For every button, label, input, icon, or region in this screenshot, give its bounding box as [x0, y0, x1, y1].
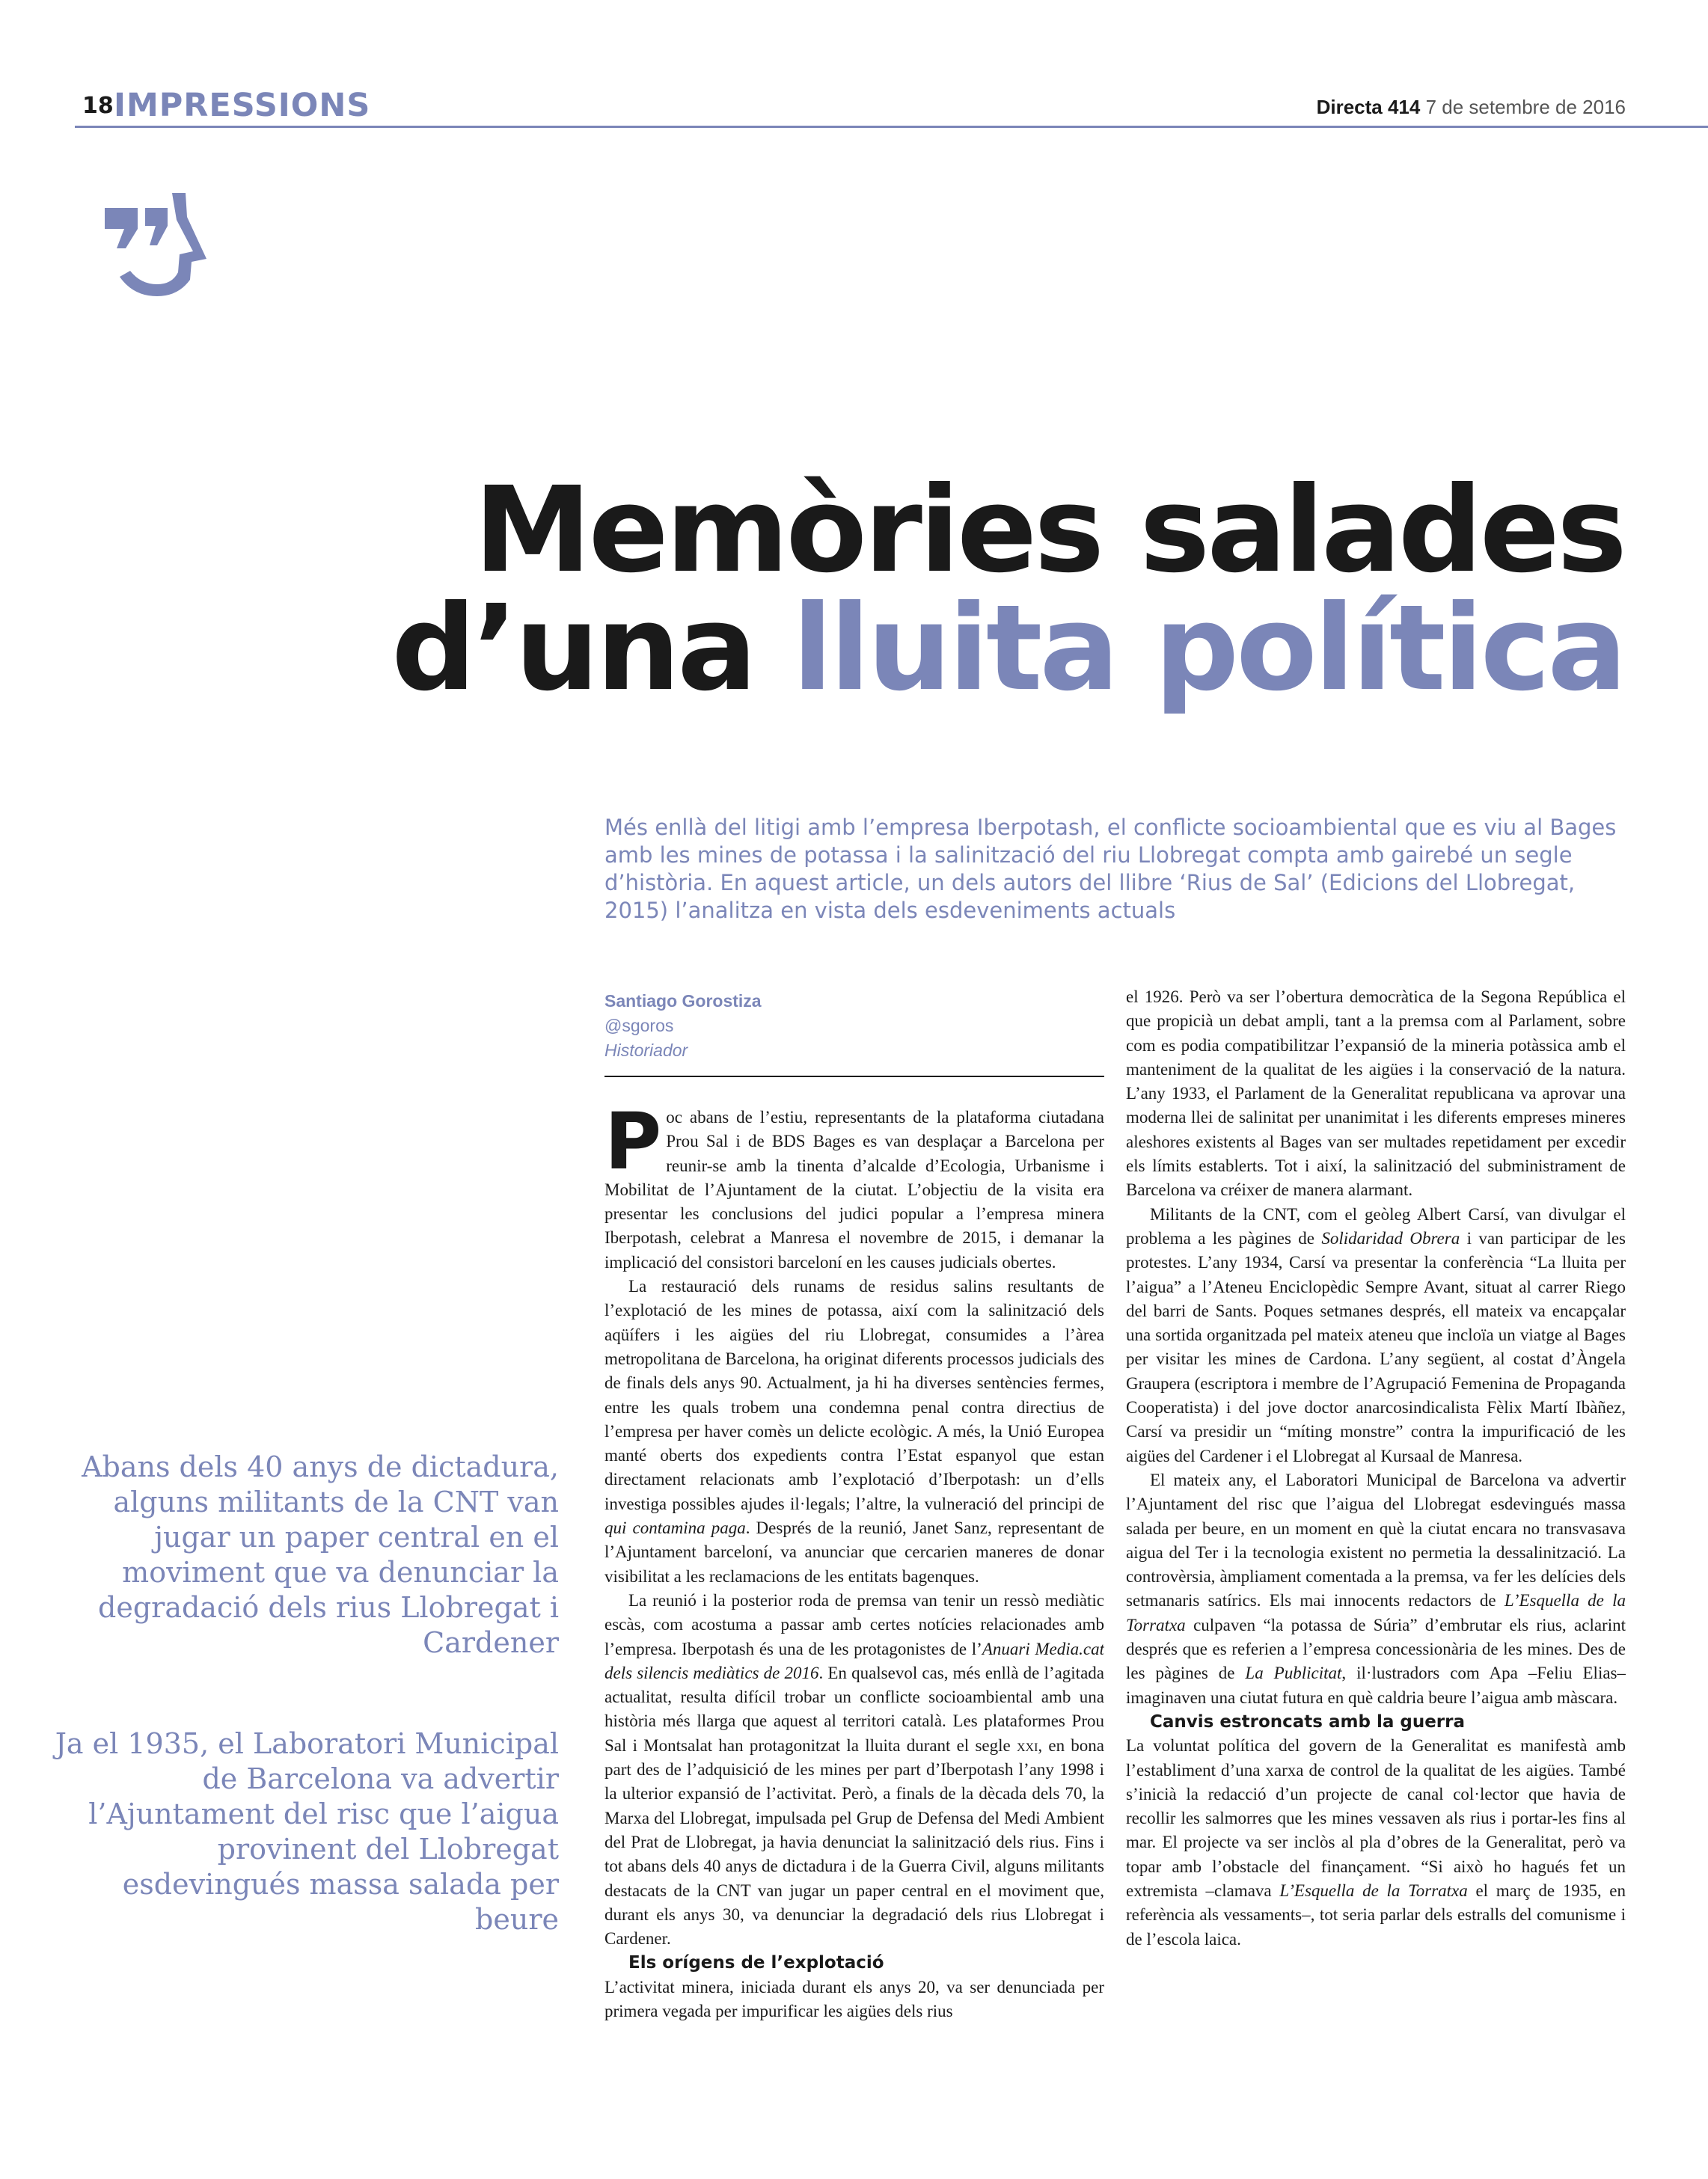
issue-number: Directa 414 [1316, 96, 1421, 118]
author-role: Historiador [604, 1041, 688, 1060]
header-rule [75, 126, 1708, 128]
headline-line-2 [391, 580, 1624, 717]
pullquote: Ja el 1935, el Laboratori Municipal de Barcelona va advertir l’Ajuntament del risc que l’aigua provinent del Llobregat esdevingués massa salada per beure [55, 1727, 559, 1936]
body-paragraph: Poc abans de l’estiu, representants de la plataforma ciutadana Prou Sal i de BDS Bages es van desplaçar a Barcelona per reunir-se amb la tinenta d’alcalde d’Ecologia, Urbanisme i Mobilitat de l’Ajuntament de la ciutat. L’objectiu de la visita era presentar les conclusions del judici popular a l’empresa minera Iberpotash, celebrat a Manresa el novembre de 2015, i demanar la implicació del consistori barceloní en les causes judicials obertes. [604, 1106, 1104, 1272]
author-name: Santiago Gorostiza [604, 991, 762, 1011]
section-title: IMPRESSIONS [114, 87, 371, 124]
standfirst: Més enllà del litigi amb l’empresa Iberpotash, el conflicte socioambiental que es viu al Bages amb les mines de potassa i la salinització del riu Llobregat compta amb gairebé un segle d’història. En aquest article, un dels autors del llibre ‘Rius de Sal’ (Edicions del Llobregat, 2015) l’analitza en vista dels esdeveniments actuals [604, 815, 1617, 923]
body-column-1 [604, 1106, 1104, 2153]
byline-rule [604, 1076, 1104, 1077]
byline [604, 989, 1104, 1063]
subheading: Canvis estroncats amb la guerra [1150, 1711, 1466, 1732]
headline-line-1: Memòries salades [474, 462, 1624, 599]
body-paragraph: El mateix any, el Laboratori Municipal de Barcelona va advertir l’Ajuntament del risc que l’aigua del Llobregat esdevingués massa salada per beure, en un moment en què la ciutat encara no transvasava aigua del Ter i la tecnologia existent no permetia la dessalinització. La controvèrsia, àmpliament comentada a la premsa, va fer les delícies dels setmanaris satírics. Els mai innocents redactors de L’Esquella de la Torratxa culpaven “la potassa de Súria” d’embrutar els rius, aclarint després que es referien a l’empresa concessionària de les mines. Des de les pàgines de La Publicitat, il·lustradors com Apa –Feliu Elias– imaginaven una ciutat futura en què caldria beure l’aigua amb màscara. [1126, 1470, 1626, 1707]
body-column-2 [1126, 985, 1626, 2107]
body-paragraph: Militants de la CNT, com el geòleg Albert Carsí, van divulgar el problema a les pàgines de Solidaridad Obrera i van participar de les protestes. L’any 1934, Carsí va presentar la conferència “La lluita per l’aigua” a l’Ateneu Enciclopèdic Sempre Avant, situat al carrer Riego del barri de Sants. Poques setmanes després, ell mateix va encapçalar una sortida organitzada pel mateix ateneu que incloïa un viatge al Bages per visitar les mines de Cardona. L’any següent, al costat d’Àngela Graupera (escriptora i membre de l’Agrupació Femenina de Propaganda Cooperatista) i del jove doctor anarcosindicalista Fèlix Martí Ibàñez, Carsí va presidir un “míting monstre” contra la impurificació de les aigües del Cardener i el Llobregat al Kursaal de Manresa. [1126, 1204, 1626, 1465]
body-paragraph: el 1926. Però va ser l’obertura democràtica de la Segona República el que propicià un debat ampli, tant a la premsa com al Parlament, sobre com es podia compatibilitzar l’expansió de la mineria potàssica amb el manteniment de la qualitat de les aigües i la conservació de la natura. L’any 1933, el Parlament de la Generalitat republicana va aprovar una moderna llei de salinitat per unanimitat i les diferents empreses mineres aleshores existents al Bages van ser multades repetidament per excedir els límits establerts. Tot i així, la salinització del subministrament de Barcelona va créixer de manera alarmant. [1126, 987, 1626, 1200]
headline-line-2-start: d’una [391, 580, 754, 717]
page-number: 18 [82, 93, 114, 119]
headline-accent: lluita política [792, 580, 1624, 717]
body-paragraph: La reunió i la posterior roda de premsa van tenir un ressò mediàtic escàs, com acostuma a passar amb certes notícies relacionades amb l’empresa. Iberpotash és una de les protagonistes de l’Anuari Media.cat dels silencis mediàtics de 2016. En qualsevol cas, més enllà de l’agitada actualitat, resulta difícil trobar un conflicte socioambiental amb una història més llarga que aquest al territori català. Les plataformes Prou Sal i Montsalat han protagonitzat la lluita durant el segle xxi, en bona part des de l’adquisició de les mines per part d’Iberpotash l’any 1998 i la ulterior expansió de l’activitat. Però, a finals de la dècada dels 70, la Marxa del Llobregat, impulsada pel Grup de Defensa del Medi Ambient del Prat de Llobregat, ja havia denunciat la salinització dels rius. Fins i tot abans dels 40 anys de dictadura i de la Guerra Civil, alguns militants destacats de la CNT van jugar un paper central en el moviment que, durant els anys 30, va denunciar la degradació dels rius Llobregat i Cardener. [604, 1590, 1104, 1949]
body-paragraph: L’activitat minera, iniciada durant els anys 20, va ser denunciada per primera vegada per impurificar les aigües dels rius [604, 1977, 1104, 2020]
page-header [0, 0, 1708, 135]
body-paragraph: La restauració dels runams de residus salins resultants de l’explotació de les mines de potassa, així com la salinització dels aqüífers i les aigües del riu Llobregat, consumides a l’àrea metropolitana de Barcelona, ha originat diferents processos judicials des de finals dels anys 90. Actualment, ja hi ha diverses sentències fermes, entre les quals trobem una condemna penal contra directius de l’empresa per haver comès un delicte ecològic. A més, la Unió Europea manté oberts dos expedients contra l’Estat espanyol que estan directament relacionats amb l’explotació d’Iberpotash: un d’ells investiga possibles ajudes il·legals; l’altre, la vulneració del principi de qui contamina paga. Després de la reunió, Janet Sanz, representant de l’Ajuntament barceloní, va anunciar que cercarien maneres de donar visibilitat a les reclamacions de les entitats bagenques. [604, 1277, 1104, 1586]
subheading: Els orígens de l’explotació [628, 1953, 884, 1973]
issue-date: 7 de setembre de 2016 [1425, 96, 1626, 118]
body-paragraph: La voluntat política del govern de la Generalitat es manifestà amb l’establiment d’una xarxa de control de la qualitat de les aigües. També s’inicià la redacció d’un projecte de canal col·lector que havia de recollir les salmorres que les mines vessaven als rius i portar-les fins al mar. El projecte va ser inclòs al pla d’obres de la Generalitat, però va topar amb l’obstacle del finançament. “Si això ho hagués fet un extremista –clamava L’Esquella de la Torratxa el març de 1935, en referència als vessaments–, tot seria parlar dels estralls del comunisme i de l’escola laica. [1126, 1736, 1626, 1949]
drop-cap: P [604, 1106, 662, 1187]
headline [391, 462, 1624, 717]
pullquote: Abans dels 40 anys de dictadura, alguns militants de la CNT van jugar un paper central en el moviment que va denunciar la degradació dels rius Llobregat i Cardener [82, 1450, 559, 1659]
author-handle[interactable]: @sgoros [604, 1016, 674, 1035]
issue-info [1317, 96, 1626, 119]
directa-opinion-head-icon [103, 187, 208, 299]
